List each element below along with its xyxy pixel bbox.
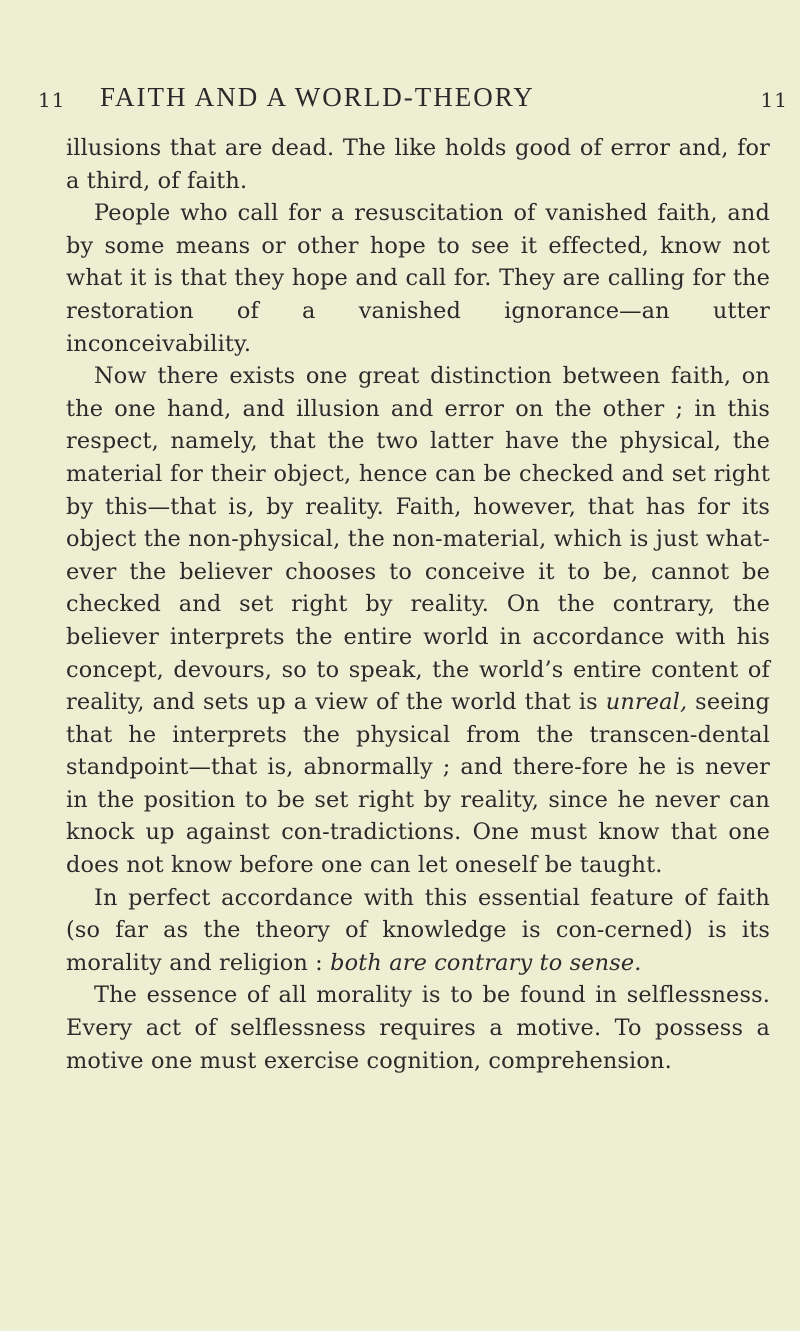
paragraph-distinction-text-a: Now there exists one great distinction between faith, on the one hand, and illusion and error on the other ; in this respect, namely, that the two latter have the physical, the material for their object, hence can be checked and set right by this—that is, by reality. Faith, however, that has for its object the non-physical, the non-material, which is just what-ever the believer chooses to conceive it to be, cannot be checked and set right by reality. On the contrary, the believer interprets the entire world in accordance with his concept, devours, so to speak, the world’s entire content of reality, and sets up a view of the world that is — [66, 363, 770, 716]
page-number-right: 11 — [760, 88, 788, 112]
running-head — [38, 82, 788, 118]
page-number-left: 11 — [38, 88, 66, 112]
paragraph-morality-religion — [66, 882, 770, 980]
paragraph-distinction-text-b: seeing that he interprets the physical from the transcen-dental standpoint—that is, abnormally ; and there-fore he is never in the position to be set right by reality, since he never can knock up against con-tradictions. One must know that one does not know before one can let oneself be taught. — [66, 689, 770, 879]
paragraph-morality-text: In perfect accordance with this essential feature of faith (so far as the theory of knowledge is con-cerned) is its morality and religion : — [66, 884, 770, 976]
paragraph-resuscitation: People who call for a resuscitation of vanished faith, and by some means or other hope to see it effected, know not what it is that they hope and call for. They are calling for the restoration of a vanished ignorance—an utter inconceivability. — [66, 200, 770, 357]
body-text — [66, 132, 770, 1077]
paragraph-distinction — [66, 360, 770, 882]
chapter-title: FAITH AND A WORLD-THEORY — [100, 82, 535, 112]
paragraph-continued: illusions that are dead. The like holds good of error and, for a third, of faith. — [66, 135, 770, 194]
italic-unreal: unreal, — [605, 689, 688, 716]
paragraph-selflessness: The essence of all morality is to be found in selflessness. Every act of selflessness requires a motive. To possess a motive one must exercise cognition, comprehension. — [66, 982, 770, 1074]
italic-contrary-to-sense: both are contrary to sense. — [330, 949, 642, 976]
